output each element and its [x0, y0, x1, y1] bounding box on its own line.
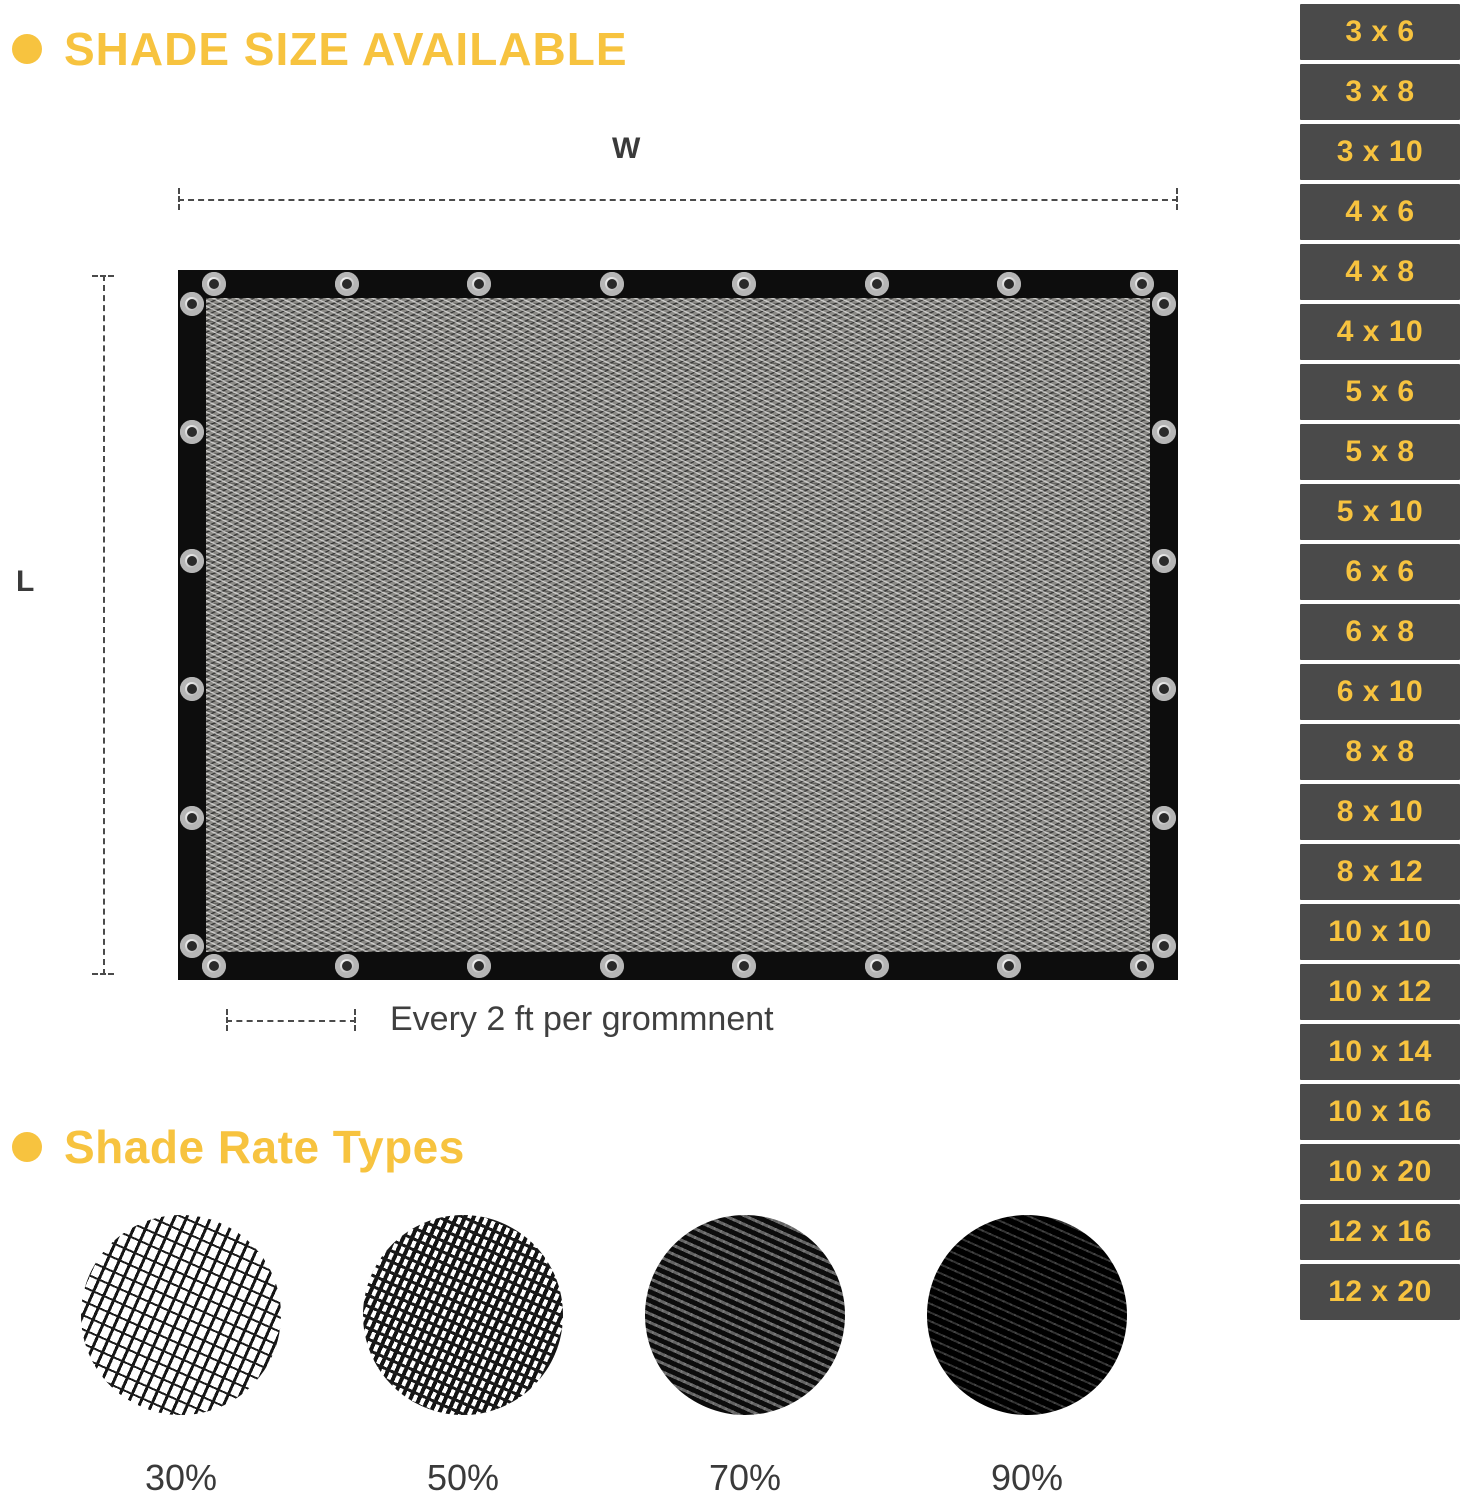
size-chip[interactable]: 10 x 16: [1300, 1084, 1460, 1140]
shade-dimension-diagram: [0, 120, 1280, 1080]
size-chip[interactable]: 10 x 12: [1300, 964, 1460, 1020]
grommet: [1130, 272, 1154, 296]
grommet-spacing-dimension-line: [226, 1009, 356, 1031]
length-label: L: [16, 565, 35, 598]
grommet: [1152, 806, 1176, 830]
grommet: [732, 272, 756, 296]
size-chip[interactable]: 5 x 10: [1300, 484, 1460, 540]
size-chip[interactable]: 10 x 14: [1300, 1024, 1460, 1080]
grommet-spacing-label: Every 2 ft per grommnent: [390, 1000, 774, 1038]
size-chip[interactable]: 4 x 10: [1300, 304, 1460, 360]
grommet: [202, 954, 226, 978]
length-dimension-line-stroke: [103, 275, 105, 975]
width-dimension-tick-left: [178, 188, 180, 210]
length-dimension-tick-bottom: [92, 973, 114, 975]
grommet: [600, 954, 624, 978]
grommet-spacing-note: [226, 1000, 774, 1039]
shade-rate-item: [604, 1215, 886, 1499]
size-chip[interactable]: 5 x 6: [1300, 364, 1460, 420]
size-chip[interactable]: 8 x 10: [1300, 784, 1460, 840]
grommet-spacing-line-stroke: [226, 1020, 356, 1022]
shade-size-list: [1290, 0, 1460, 1500]
bullet-icon: [12, 34, 42, 64]
size-chip[interactable]: 10 x 10: [1300, 904, 1460, 960]
grommet: [1130, 954, 1154, 978]
grommet: [180, 549, 204, 573]
bullet-icon: [12, 1132, 42, 1162]
grommet: [202, 272, 226, 296]
size-chip[interactable]: 6 x 6: [1300, 544, 1460, 600]
section-heading-sizes-label: SHADE SIZE AVAILABLE: [64, 23, 628, 75]
size-chip[interactable]: 10 x 20: [1300, 1144, 1460, 1200]
grommet: [335, 272, 359, 296]
width-dimension-line: [178, 188, 1178, 210]
grommet: [997, 954, 1021, 978]
grommet: [1152, 292, 1176, 316]
shade-rate-label: 50%: [426, 1457, 500, 1498]
size-chip[interactable]: 5 x 8: [1300, 424, 1460, 480]
size-chip[interactable]: 4 x 8: [1300, 244, 1460, 300]
shade-rate-swatch: [645, 1215, 845, 1415]
section-heading-rates-label: Shade Rate Types: [64, 1121, 465, 1173]
shade-rate-item: [886, 1215, 1168, 1499]
grommet-spacing-tick-left: [226, 1009, 228, 1031]
grommet: [732, 954, 756, 978]
shade-mesh-fabric: [206, 298, 1150, 952]
grommet: [180, 806, 204, 830]
size-chip[interactable]: 8 x 8: [1300, 724, 1460, 780]
size-chip[interactable]: 3 x 6: [1300, 4, 1460, 60]
grommet: [1152, 934, 1176, 958]
width-dimension-tick-right: [1176, 188, 1178, 210]
shade-rate-label: 70%: [708, 1457, 782, 1498]
size-chip[interactable]: 3 x 10: [1300, 124, 1460, 180]
shade-rate-swatch: [81, 1215, 281, 1415]
shade-cloth: [178, 270, 1178, 980]
width-label: W: [612, 132, 641, 165]
shade-rate-item: [322, 1215, 604, 1499]
shade-rate-label: 90%: [990, 1457, 1064, 1498]
grommet: [600, 272, 624, 296]
shade-rate-swatch: [927, 1215, 1127, 1415]
grommet: [865, 954, 889, 978]
shade-rate-item: [40, 1215, 322, 1499]
grommet-spacing-tick-right: [354, 1009, 356, 1031]
size-chip[interactable]: 8 x 12: [1300, 844, 1460, 900]
grommet: [180, 420, 204, 444]
grommet: [180, 934, 204, 958]
grommet: [335, 954, 359, 978]
grommet: [1152, 677, 1176, 701]
shade-rate-label: 30%: [144, 1457, 218, 1498]
grommet: [997, 272, 1021, 296]
shade-rate-swatch: [363, 1215, 563, 1415]
section-heading-rates: [12, 1120, 465, 1174]
size-chip[interactable]: 3 x 8: [1300, 64, 1460, 120]
grommet: [865, 272, 889, 296]
grommet: [467, 272, 491, 296]
size-chip[interactable]: 6 x 10: [1300, 664, 1460, 720]
width-dimension-line-stroke: [178, 199, 1178, 201]
shade-rate-swatch-list: [40, 1215, 1170, 1499]
length-dimension-line: [92, 275, 114, 975]
size-chip[interactable]: 6 x 8: [1300, 604, 1460, 660]
grommet: [1152, 549, 1176, 573]
length-dimension-tick-top: [92, 275, 114, 277]
grommet: [1152, 420, 1176, 444]
grommet: [180, 677, 204, 701]
grommet: [180, 292, 204, 316]
size-chip[interactable]: 12 x 20: [1300, 1264, 1460, 1320]
grommet: [467, 954, 491, 978]
size-chip[interactable]: 12 x 16: [1300, 1204, 1460, 1260]
section-heading-sizes: [12, 22, 628, 76]
size-chip[interactable]: 4 x 6: [1300, 184, 1460, 240]
